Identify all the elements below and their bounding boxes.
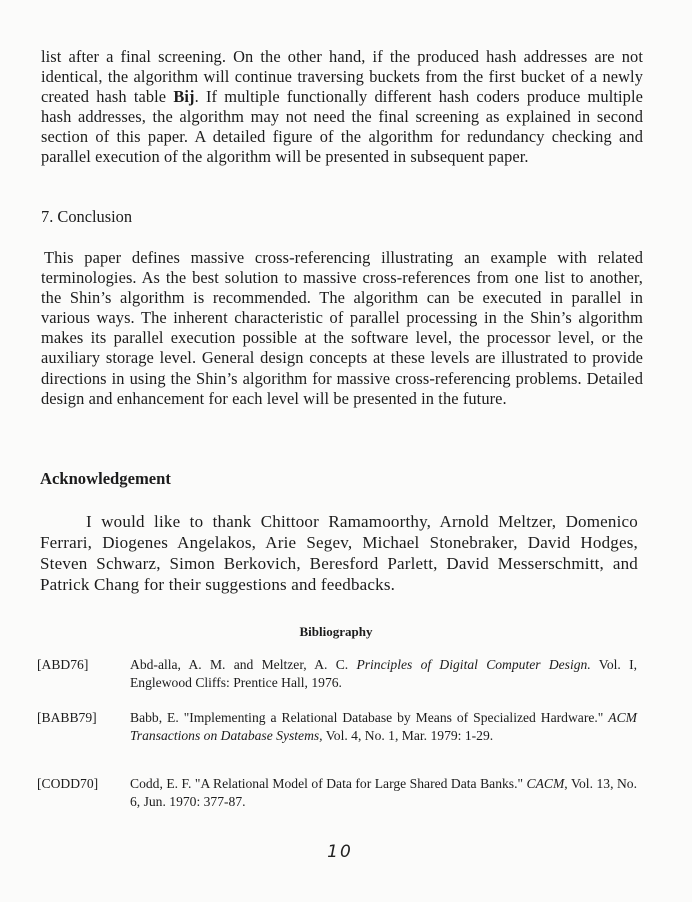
bibliography-title: Bibliography: [299, 624, 373, 639]
citation-details: Vol. I, Englewood Cliffs: Prentice Hall, 1976.: [130, 657, 637, 690]
conclusion-heading: 7. Conclusion: [41, 207, 133, 226]
citation-text: [130, 656, 637, 691]
citation-text: [130, 775, 637, 810]
citation-work-title: Principles of Digital Computer Design.: [356, 657, 591, 672]
handwritten-page-number: 10: [327, 842, 353, 862]
citation-key: [BABB79]: [37, 710, 97, 725]
citation-key: [CODD70]: [37, 776, 99, 791]
citation-authors: Abd-alla, A. M. and Meltzer, A. C.: [130, 657, 357, 672]
citation-work-title: CACM: [526, 776, 565, 791]
citation-key: [ABD76]: [37, 657, 89, 672]
citation-details: , Vol. 13, No. 6, Jun. 1970: 377-87.: [130, 776, 637, 809]
body-paragraph-hash-screening: [41, 47, 643, 168]
conclusion-paragraph: This paper defines massive cross-referencing illustrating an example with related terminologies. As the best solution to massive cross-references from one list to another, the Shin’s algorithm is recommended. The algorithm can be executed in parallel in various ways. The inherent characteristic of parallel processing in the Shin’s algorithm makes its parallel execution possible at the software level, the processor level, or the auxiliary storage level. General design concepts at these levels are illustrated to provide directions in using the Shin’s algorithm for massive cross-referencing problems. Detailed design and enhancement for each level will be presented in the future.: [41, 248, 643, 408]
citation-authors: Babb, E. "Implementing a Relational Database by Means of Specialized Hardware.": [130, 710, 609, 725]
paragraph-text-part-2: . If multiple functionally different hash coders produce multiple hash addresses, the algorithm may not need the final screening as explained in second section of this paper. A detailed figure of the algorithm for redundancy checking and parallel execution of the algorithm will be presented in subsequent paper.: [41, 87, 643, 167]
citation-details: Vol. 4, No. 1, Mar. 1979: 1-29.: [322, 727, 494, 743]
citation-work-title: ACM Transactions on Database Systems,: [130, 710, 637, 743]
acknowledgement-paragraph: I would like to thank Chittoor Ramamoorthy, Arnold Meltzer, Domenico Ferrari, Diogenes Angelakos, Arie Segev, Michael Stonebraker, David Hodges, Steven Schwarz, Simon Berkovich, Beresford Parlett, David Messerschmitt, and Patrick Chang for their suggestions and feedbacks.: [40, 512, 638, 594]
citation-text: [130, 709, 637, 744]
paragraph-text-part-1: list after a final screening. On the other hand, if the produced hash addresses are not identical, the algorithm will continue traversing buckets from the first bucket of a newly created hash table: [41, 47, 643, 107]
citation-authors: Codd, E. F. "A Relational Model of Data for Large Shared Data Banks.": [130, 776, 527, 791]
acknowledgement-heading: Acknowledgement: [40, 469, 171, 488]
hash-table-name: Bij: [173, 87, 195, 107]
